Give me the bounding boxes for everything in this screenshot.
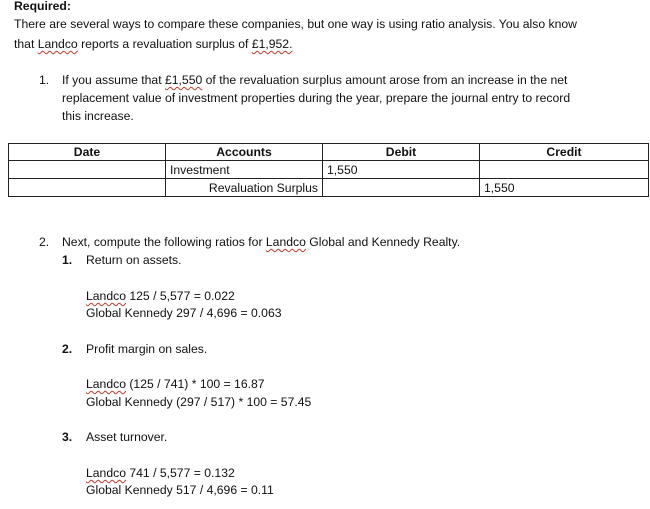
sub1-landco-calc: 125 / 5,577 = 0.022 [125,289,235,303]
q2-text-post: Global and Kennedy Realty. [305,235,461,249]
intro-line-2-mid: reports a revaluation surplus of [77,37,252,51]
sub3-number: 3. [62,430,73,444]
q1-line-1 [62,73,567,87]
sub2-landco-line [86,377,265,391]
q1-line-3: this increase. [62,109,134,123]
sub3-landco-line [86,466,235,480]
sub1-global-line: Global Kennedy 297 / 4,696 = 0.063 [86,306,282,320]
sub3-global-line: Global Kennedy 517 / 4,696 = 0.11 [86,483,274,497]
sub2-global-line: Global Kennedy (297 / 517) * 100 = 57.45 [86,395,312,409]
row-account: Investment [166,161,323,179]
q2-number: 2. [39,235,50,249]
row-credit [480,161,649,179]
sub1-title: Return on assets. [86,253,182,267]
header-credit: Credit [480,144,649,161]
header-debit: Debit [323,144,480,161]
table-row [9,161,649,179]
row-debit [323,179,480,197]
intro-line-2-pre: that [14,37,38,51]
table-row [9,179,649,197]
header-date: Date [9,144,166,161]
header-accounts: Accounts [166,144,323,161]
row-debit: 1,550 [323,161,480,179]
landco-name: Landco [86,466,126,480]
q1-amount: £1,550 [164,73,203,87]
row-account: Revaluation Surplus [166,179,323,197]
row-date [9,179,166,197]
q1-line-2: replacement value of investment properties during the year, prepare the journal entry to record [62,91,571,105]
landco-name: Landco [86,289,126,303]
landco-name: Landco [37,37,78,51]
intro-line-2 [14,37,292,51]
row-credit: 1,550 [480,179,649,197]
sub1-landco-line [86,289,235,303]
q1-line-1-post: of the revaluation surplus amount arose from an increase in the net [202,73,568,87]
sub2-number: 2. [62,342,73,356]
landco-name: Landco [265,235,306,249]
journal-entry-table [8,143,649,197]
surplus-amount: £1,952. [251,37,293,51]
q1-line-1-pre: If you assume that [62,73,165,87]
required-heading: Required: [14,0,71,13]
q1-number: 1. [39,73,50,87]
sub3-title: Asset turnover. [86,430,168,444]
row-date [9,161,166,179]
sub2-landco-calc: (125 / 741) * 100 = 16.87 [125,377,265,391]
sub3-landco-calc: 741 / 5,577 = 0.132 [125,466,235,480]
sub1-number: 1. [62,253,73,267]
landco-name: Landco [86,377,126,391]
intro-line-1: There are several ways to compare these companies, but one way is using ratio analysis. You also know [14,17,577,31]
q2-text [62,235,460,249]
sub2-title: Profit margin on sales. [86,342,208,356]
table-header-row [9,144,649,161]
q2-text-pre: Next, compute the following ratios for [62,235,266,249]
